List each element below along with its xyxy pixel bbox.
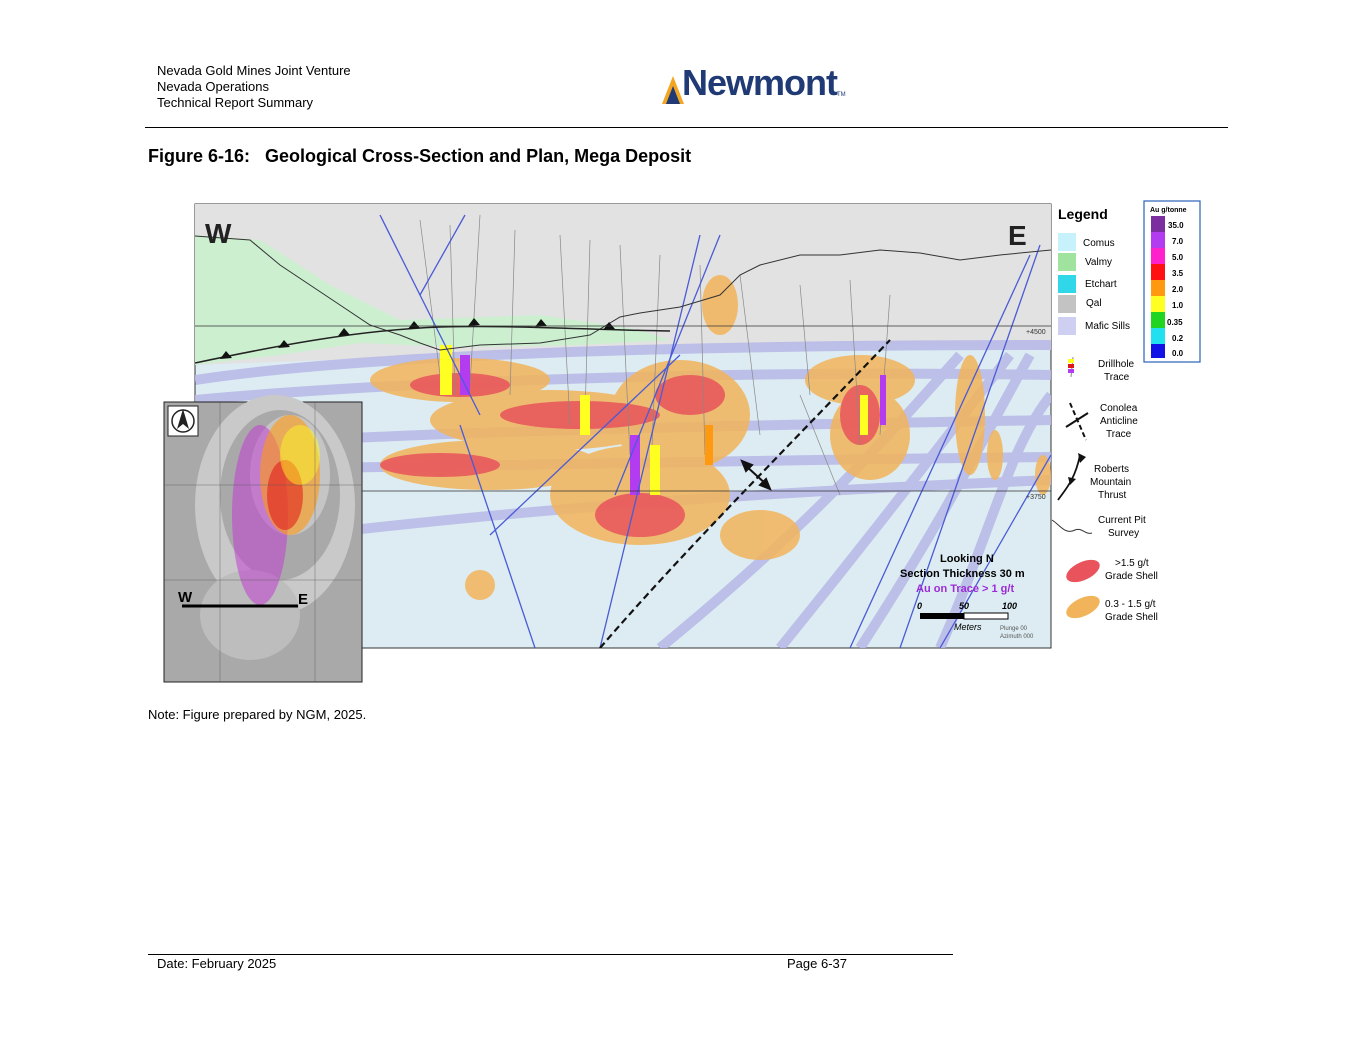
legend-label-etchart: Etchart [1085,279,1117,290]
legend-label-high-shell-1: >1.5 g/t [1115,558,1149,569]
legend-label-low-shell-1: 0.3 - 1.5 g/t [1105,599,1156,610]
legend-title: Legend [1058,206,1108,222]
legend-label-thrust-3: Thrust [1098,490,1127,501]
header-line-operations: Nevada Operations [157,79,270,94]
thrust-legend-icon [1058,453,1086,500]
legend-label-drillhole-2: Trace [1104,372,1130,383]
footer-page: Page 6-37 [787,956,847,971]
footer-divider [148,954,953,955]
au-grade-scale [1144,201,1200,362]
header-divider [145,127,1228,128]
legend-label-drillhole-1: Drillhole [1098,359,1135,370]
legend-label-valmy: Valmy [1085,257,1113,268]
legend-label-mafic-sills: Mafic Sills [1085,321,1131,332]
scale-bar-black [920,613,964,619]
figure-note: Note: Figure prepared by NGM, 2025. [148,707,367,722]
section-east-label: E [1008,220,1027,251]
footer-date: Date: February 2025 [157,956,277,971]
grade-bin-7: 7.0 [1172,237,1184,246]
logo-trademark: TM [837,92,846,98]
header-line-company: Nevada Gold Mines Joint Venture [157,63,351,78]
elevation-label-upper: +4500 [1026,329,1046,336]
inset-west-label: W [178,589,193,606]
legend [1052,206,1158,623]
grade-scale-title: Au g/tonne [1150,207,1187,214]
legend-label-anticline-1: Conolea [1100,403,1138,414]
figure-canvas [160,195,1205,690]
anticline-legend-icon [1066,403,1088,440]
legend-label-pit-1: Current Pit [1098,515,1146,526]
newmont-logo [662,64,846,104]
grade-bin-1: 1.0 [1172,301,1184,310]
legend-swatch-valmy [1058,253,1076,271]
section-thickness: Section Thickness 30 m [900,568,1025,580]
grade-bin-35: 35.0 [1168,221,1184,230]
plan-inset [164,395,362,682]
scale-tick-50: 50 [959,601,970,611]
scale-units: Meters [954,622,982,632]
grade-bin-3-5: 3.5 [1172,269,1184,278]
legend-label-thrust-1: Roberts [1094,464,1130,475]
section-west-label: W [205,218,232,249]
legend-label-comus: Comus [1083,238,1115,249]
legend-label-thrust-2: Mountain [1090,477,1132,488]
looking-direction: Looking N [940,553,994,565]
grade-bin-0: 0.0 [1172,349,1184,358]
legend-label-anticline-2: Anticline [1100,416,1138,427]
legend-swatch-mafic-sills [1058,317,1076,335]
azimuth-label: Azimuth 000 [1000,634,1034,640]
scale-tick-0: 0 [917,601,923,611]
low-grade-shell-swatch [1063,591,1103,623]
au-trace-note: Au on Trace > 1 g/t [916,583,1015,595]
legend-label-pit-2: Survey [1108,528,1140,539]
logo-wordmark: Newmont [682,62,837,103]
scale-tick-100: 100 [1002,601,1018,611]
grade-bin-2: 2.0 [1172,285,1184,294]
plunge-label: Plunge 00 [1000,626,1028,632]
inset-east-label: E [298,591,309,608]
high-grade-shell-swatch [1063,555,1103,587]
legend-label-low-shell-2: Grade Shell [1105,612,1158,623]
drillhole-trace-icon [1068,357,1074,377]
grade-bin-5: 5.0 [1172,253,1184,262]
legend-swatch-qal [1058,295,1076,313]
legend-swatch-etchart [1058,275,1076,293]
header-line-report: Technical Report Summary [157,95,314,110]
pit-survey-legend-icon [1052,520,1092,533]
grade-bin-0-35: 0.35 [1167,318,1183,327]
legend-label-qal: Qal [1086,298,1102,309]
elevation-label-lower: +3750 [1026,494,1046,501]
report-header [157,63,351,111]
grade-bin-0-2: 0.2 [1172,334,1184,343]
scale-bar-white [964,613,1008,619]
legend-label-anticline-3: Trace [1106,429,1132,440]
legend-swatch-comus [1058,233,1076,251]
legend-label-high-shell-2: Grade Shell [1105,571,1158,582]
figure-title: Figure 6-16: Geological Cross-Section and Plan, Mega Deposit [148,146,692,166]
logo-chevron-icon [662,74,684,104]
